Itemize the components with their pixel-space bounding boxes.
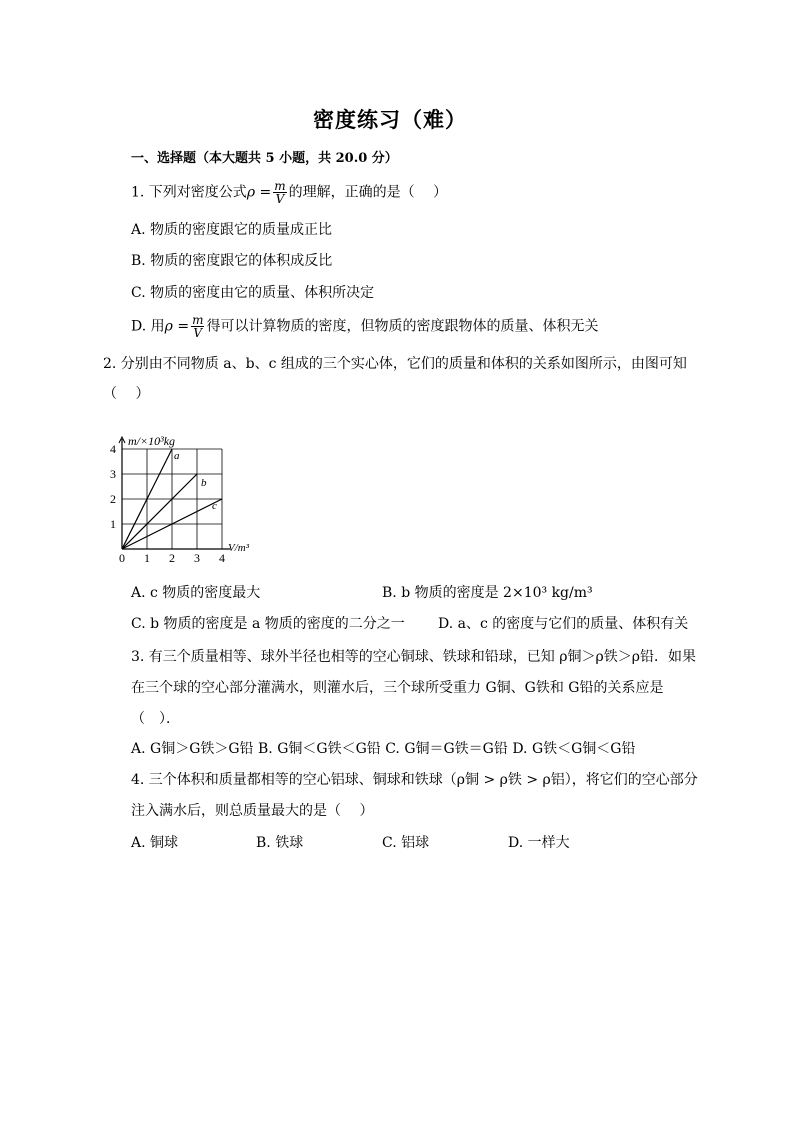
q1-stem-pre: 1. 下列对密度公式 bbox=[131, 184, 247, 201]
section-heading: 一、选择题（本大题共 5 小题，共 20.0 分） bbox=[131, 151, 398, 166]
q2-option-c: C. b 物质的密度是 a 物质的密度的二分之一 bbox=[131, 616, 405, 632]
q3-stem-line2: 在三个球的空心部分灌满水，则灌水后，三个球所受重力 G铜、G铁和 G铅的关系应是 bbox=[131, 680, 664, 696]
q1-option-b: B. 物质的密度跟它的体积成反比 bbox=[131, 253, 333, 269]
page-title: 密度练习（难） bbox=[313, 107, 467, 132]
q1-d-pre: D. 用 bbox=[131, 318, 165, 335]
q1-stem bbox=[131, 180, 447, 205]
q1-d-rho: ρ = bbox=[164, 318, 190, 335]
q4-stem-line1: 4. 三个体积和质量都相等的空心铝球、铜球和铁球（ρ铜 > ρ铁 > ρ铝），将它们的空心部分 bbox=[131, 772, 698, 788]
series-label-b: b bbox=[201, 477, 207, 489]
q1-frac-num: m bbox=[274, 179, 286, 193]
q4-option-b: B. 铁球 bbox=[256, 835, 304, 851]
y-tick-label: 2 bbox=[110, 492, 116, 506]
q1-option-a: A. 物质的密度跟它的质量成正比 bbox=[131, 222, 333, 238]
series-line-b bbox=[122, 474, 197, 549]
y-axis-label: m/×10³kg bbox=[128, 434, 176, 448]
q4-stem-line2: 注入满水后，则总质量最大的是（ ） bbox=[131, 803, 374, 819]
y-tick-label: 4 bbox=[110, 442, 116, 456]
mass-volume-chart bbox=[100, 415, 270, 575]
x-tick-label: 3 bbox=[194, 551, 200, 565]
q1-stem-post: 的理解，正确的是（ ） bbox=[288, 184, 448, 201]
q1-option-c: C. 物质的密度由它的质量、体积所决定 bbox=[131, 285, 375, 301]
q1-d-post: 得可以计算物质的密度，但物质的密度跟物体的质量、体积无关 bbox=[206, 318, 599, 335]
y-tick-label: 3 bbox=[110, 467, 116, 481]
q1-fraction bbox=[273, 180, 286, 205]
x-tick-label: 4 bbox=[219, 551, 225, 565]
y-tick-label: 1 bbox=[110, 517, 116, 531]
x-tick-label: 0 bbox=[119, 551, 125, 565]
q1-d-frac-den: V bbox=[193, 326, 203, 340]
q1-d-fraction bbox=[191, 314, 204, 339]
q4-option-d: D. 一样大 bbox=[508, 835, 570, 851]
x-axis-label: V/m³ bbox=[228, 542, 250, 554]
q1-d-frac-num: m bbox=[192, 313, 204, 327]
series-label-a: a bbox=[174, 450, 180, 462]
q4-option-c: C. 铝球 bbox=[382, 835, 430, 851]
q2-option-d: D. a、c 的密度与它们的质量、体积有关 bbox=[438, 616, 689, 632]
series-label-c: c bbox=[212, 500, 217, 512]
x-tick-label: 1 bbox=[144, 551, 150, 565]
x-tick-label: 2 bbox=[169, 551, 175, 565]
q2-stem-line2: （ ） bbox=[103, 386, 150, 402]
q3-stem-line1: 3. 有三个质量相等、球外半径也相等的空心铜球、铁球和铅球，已知 ρ铜＞ρ铁＞ρ铅．如果 bbox=[131, 649, 696, 665]
q3-stem-line3: （ ）． bbox=[131, 711, 180, 727]
q2-stem-line1: 2. 分别由不同物质 a、b、c 组成的三个实心体，它们的质量和体积的关系如图所示，由图可知 bbox=[103, 356, 687, 372]
q1-option-d bbox=[131, 314, 598, 339]
q3-options: A. G铜＞G铁＞G铅 B. G铜＜G铁＜G铅 C. G铜＝G铁＝G铅 D. G铁＜G铜＜G铅 bbox=[131, 741, 636, 757]
q2-option-b: B. b 物质的密度是 2×10³ kg/m³ bbox=[382, 585, 593, 601]
q4-option-a: A. 铜球 bbox=[131, 835, 179, 851]
q1-frac-den: V bbox=[275, 192, 285, 206]
q2-option-a: A. c 物质的密度最大 bbox=[131, 585, 261, 601]
q1-rho: ρ = bbox=[246, 184, 272, 201]
